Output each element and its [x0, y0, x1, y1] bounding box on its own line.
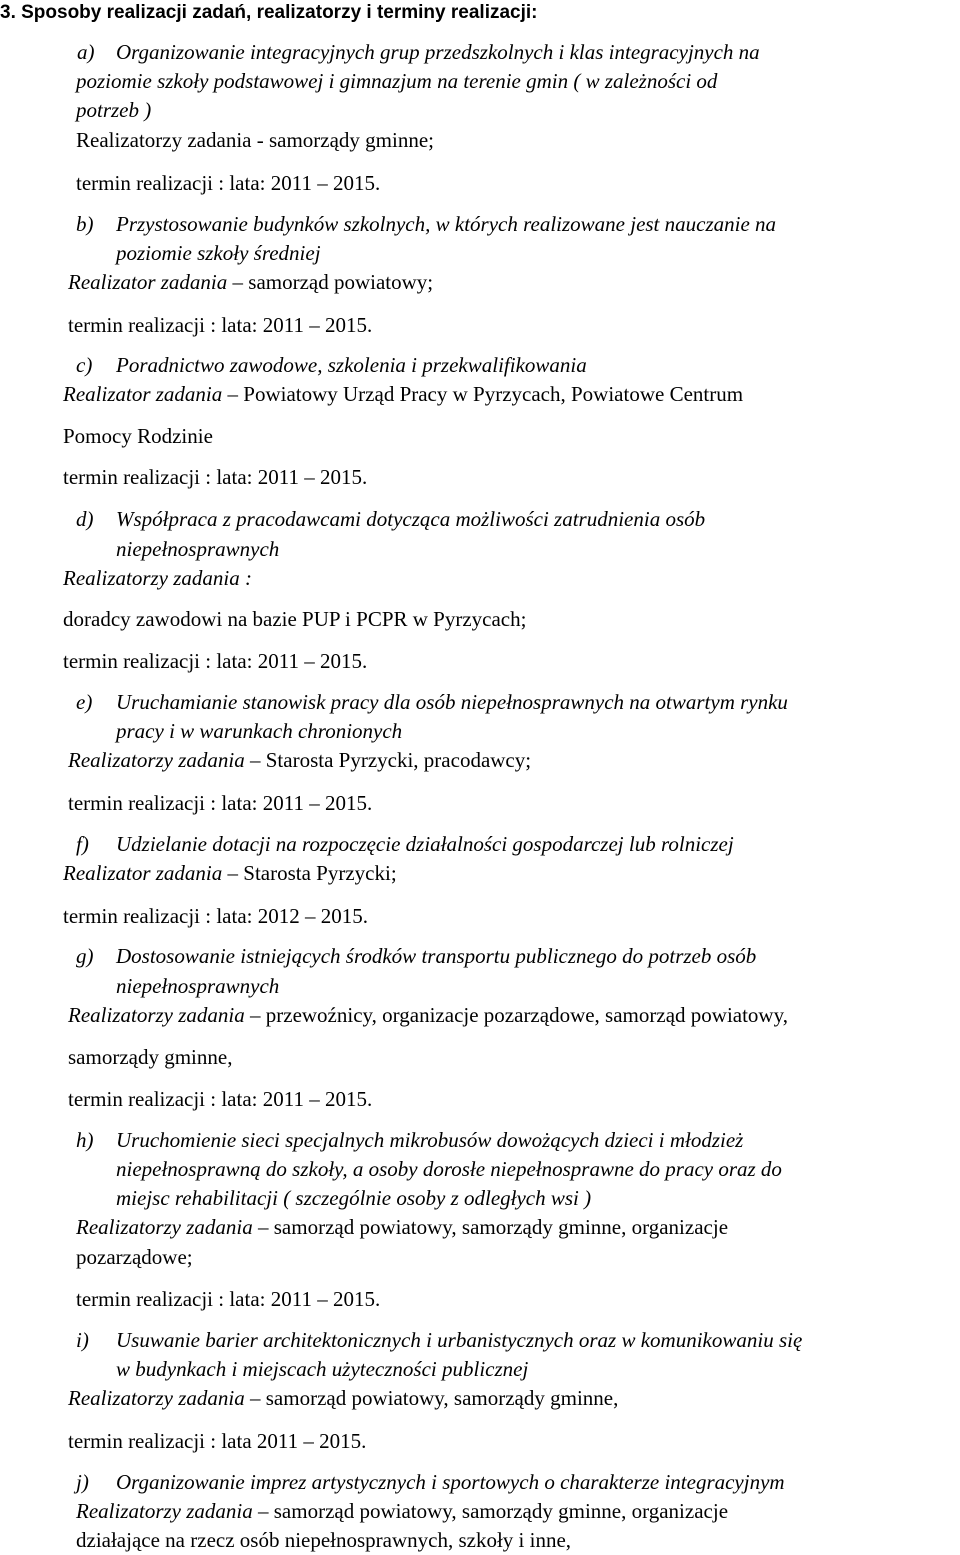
item-f-deadline: termin realizacji : lata: 2012 – 2015. — [63, 904, 368, 928]
item-j-title-line-1: Organizowanie imprez artystycznych i sportowych o charakterze integracyjnym — [116, 1470, 785, 1494]
item-d-deadline: termin realizacji : lata: 2011 – 2015. — [63, 649, 368, 673]
item-f-title-line-1: Udzielanie dotacji na rozpoczęcie działalności gospodarczej lub rolniczej — [116, 832, 734, 856]
item-j-letter: j) — [76, 1470, 89, 1494]
item-c-letter: c) — [76, 353, 93, 377]
item-i-letter: i) — [76, 1328, 89, 1352]
realizer-value: Starosta Pyrzycki, pracodawcy; — [265, 748, 532, 772]
item-b-deadline: termin realizacji : lata: 2011 – 2015. — [68, 313, 373, 337]
realizer-value: Starosta Pyrzycki; — [243, 861, 397, 885]
item-a-title-line-1: Organizowanie integracyjnych grup przedszkolnych i klas integracyjnych na — [116, 40, 760, 64]
item-a-title-line-3: potrzeb ) — [76, 98, 152, 122]
realizer-value: samorząd powiatowy, samorządy gminne, — [265, 1386, 619, 1410]
item-b-title-line-2: poziomie szkoły średniej — [116, 241, 321, 265]
item-a-title-line-2: poziomie szkoły podstawowej i gimnazjum na terenie gmin ( w zależności od — [76, 69, 718, 93]
item-b-letter: b) — [76, 212, 94, 236]
item-a-letter: a) — [77, 40, 95, 64]
item-c-realizer — [63, 380, 743, 408]
item-h-deadline: termin realizacji : lata: 2011 – 2015. — [76, 1287, 381, 1311]
item-g-letter: g) — [76, 944, 94, 968]
item-e-title-line-2: pracy i w warunkach chronionych — [116, 719, 403, 743]
item-g-deadline: termin realizacji : lata: 2011 – 2015. — [68, 1087, 373, 1111]
item-a-realizer — [76, 126, 434, 154]
item-e-letter: e) — [76, 690, 93, 714]
realizer-label: Realizator zadania – — [63, 382, 239, 406]
item-i-title-line-1: Usuwanie barier architektonicznych i urbanistycznych oraz w komunikowaniu się — [116, 1328, 803, 1352]
realizer-label: Realizatorzy zadania – — [76, 1499, 269, 1523]
realizer-label: Realizatorzy zadania – — [76, 1215, 269, 1239]
realizer-value: samorząd powiatowy; — [248, 270, 434, 294]
realizer-value: samorząd powiatowy, samorządy gminne, organizacje — [273, 1499, 729, 1523]
item-h-title-line-1: Uruchomienie sieci specjalnych mikrobusów dowożących dzieci i młodzież — [116, 1128, 744, 1152]
item-d-realizer-label: Realizatorzy zadania : — [63, 566, 252, 590]
item-h-title-line-3: miejsc rehabilitacji ( szczególnie osoby z odległych wsi ) — [116, 1186, 592, 1210]
item-c-title-line-1: Poradnictwo zawodowe, szkolenia i przekwalifikowania — [116, 353, 587, 377]
realizer-label: Realizatorzy zadania – — [68, 1003, 261, 1027]
item-h-title-line-2: niepełnosprawną do szkoły, a osoby dorosłe niepełnosprawne do pracy oraz do — [116, 1157, 782, 1181]
item-b-realizer — [68, 268, 433, 296]
item-j-realizer-line-2: działające na rzecz osób niepełnosprawnych, szkoły i inne, — [76, 1528, 572, 1552]
realizer-label: Realizatorzy zadania – — [68, 748, 261, 772]
item-g-realizer — [68, 1001, 788, 1029]
realizer-label: Realizatorzy zadania - — [76, 128, 264, 152]
item-g-realizer-line-2: samorządy gminne, — [68, 1045, 233, 1069]
item-c-deadline: termin realizacji : lata: 2011 – 2015. — [63, 465, 368, 489]
realizer-value: Powiatowy Urząd Pracy w Pyrzycach, Powiatowe Centrum — [243, 382, 744, 406]
item-d-title-line-1: Współpraca z pracodawcami dotycząca możliwości zatrudnienia osób — [116, 507, 706, 531]
realizer-value: przewoźnicy, organizacje pozarządowe, samorząd powiatowy, — [265, 1003, 788, 1027]
realizer-label: Realizator zadania – — [63, 861, 239, 885]
item-f-realizer — [63, 859, 397, 887]
item-h-realizer — [76, 1213, 728, 1241]
item-i-title-line-2: w budynkach i miejscach użyteczności publicznej — [116, 1357, 529, 1381]
item-h-realizer-line-2: pozarządowe; — [76, 1245, 193, 1269]
item-d-letter: d) — [76, 507, 94, 531]
item-j-realizer — [76, 1497, 728, 1525]
realizer-label: Realizatorzy zadania – — [68, 1386, 261, 1410]
item-c-realizer-line-2: Pomocy Rodzinie — [63, 424, 213, 448]
item-d-realizer-value: doradcy zawodowi na bazie PUP i PCPR w Pyrzycach; — [63, 607, 527, 631]
section-heading: 3. Sposoby realizacji zadań, realizatorzy i terminy realizacji: — [0, 2, 538, 23]
item-g-title-line-1: Dostosowanie istniejących środków transportu publicznego do potrzeb osób — [116, 944, 757, 968]
realizer-value: samorząd powiatowy, samorządy gminne, organizacje — [273, 1215, 729, 1239]
item-h-letter: h) — [76, 1128, 94, 1152]
item-i-realizer — [68, 1384, 618, 1412]
item-f-letter: f) — [76, 832, 89, 856]
item-d-title-line-2: niepełnosprawnych — [116, 537, 280, 561]
item-g-title-line-2: niepełnosprawnych — [116, 974, 280, 998]
realizer-label: Realizator zadania – — [68, 270, 244, 294]
item-i-deadline: termin realizacji : lata 2011 – 2015. — [68, 1429, 367, 1453]
item-e-realizer — [68, 746, 531, 774]
item-b-title-line-1: Przystosowanie budynków szkolnych, w których realizowane jest nauczanie na — [116, 212, 777, 236]
item-e-deadline: termin realizacji : lata: 2011 – 2015. — [68, 791, 373, 815]
realizer-value: samorządy gminne; — [268, 128, 435, 152]
item-a-deadline: termin realizacji : lata: 2011 – 2015. — [76, 171, 381, 195]
item-e-title-line-1: Uruchamianie stanowisk pracy dla osób niepełnosprawnych na otwartym rynku — [116, 690, 788, 714]
